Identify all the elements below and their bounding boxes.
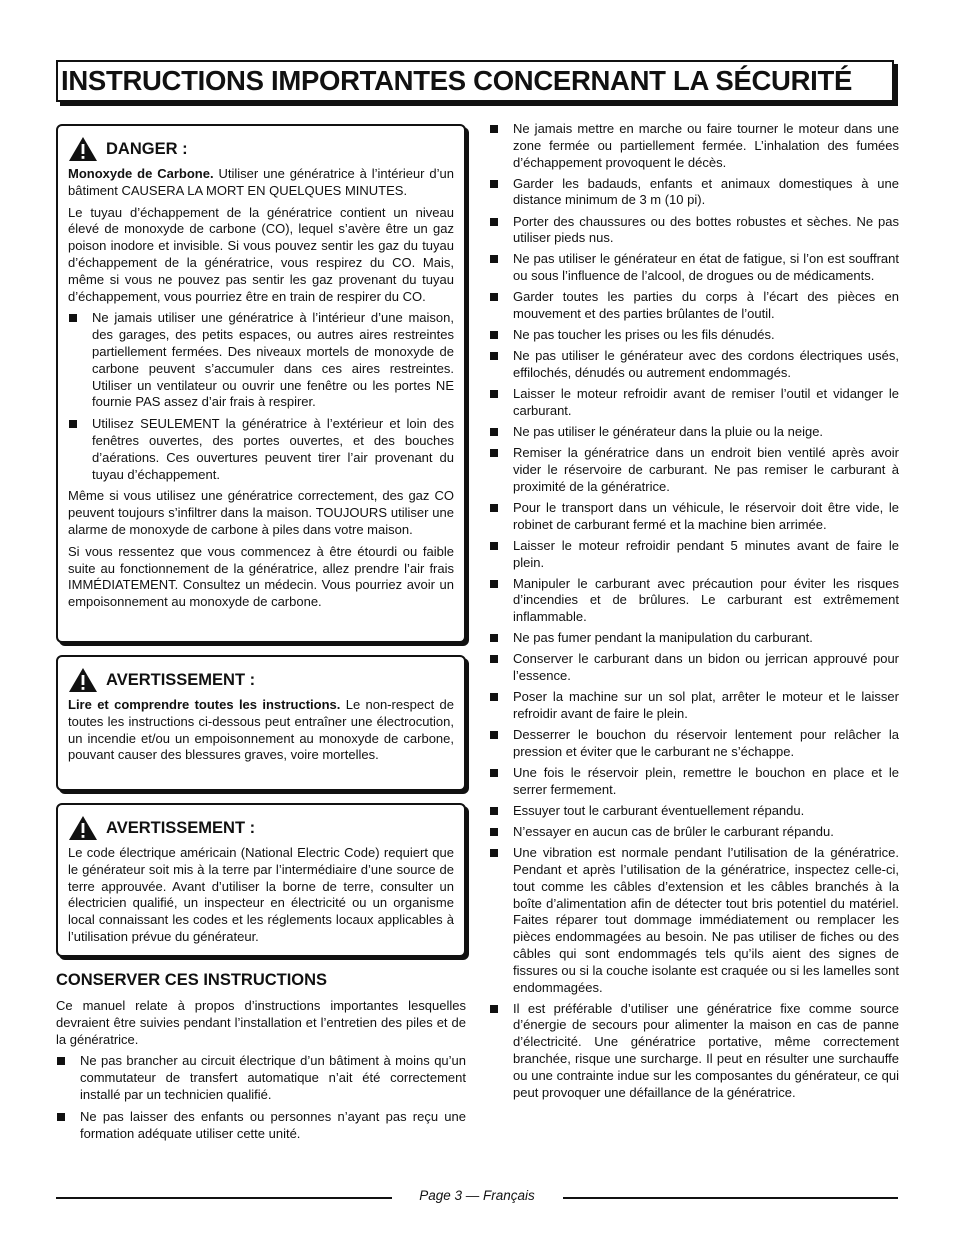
page-title-frame (56, 60, 898, 106)
conserver-section (56, 971, 466, 1147)
warning-1-header (68, 667, 454, 693)
danger-paragraph-3: Si vous ressentez que vous commencez à être étourdi ou faible suite au fonctionnement de la génératrice, allez prendre l’air frais IMMÉDIATEMENT. Consultez un médecin. Vous pourriez avoir un empoisonnement au monoxyde de carbone. (68, 543, 454, 610)
safety-bullet: Ne pas utiliser le générateur en état de fatigue, si l’on est souffrant ou sous l’influence de l’alcool, de drogues ou de médicaments. (489, 251, 899, 285)
safety-bullet: Pour le transport dans un véhicule, le réservoir doit être vide, le robinet de carburant fermé et la machine bien arrimée. (489, 500, 899, 534)
danger-box (56, 124, 466, 643)
conserver-bullet: Ne pas brancher au circuit électrique d’un bâtiment à moins qu’un commutateur de transfert automatique n’ait été correctement installé par un technicien qualifié. (56, 1053, 466, 1103)
danger-label: DANGER : (106, 139, 188, 158)
danger-lead-text: Utiliser une génératrice à l’intérieur d’un bâtiment CAUSERA LA MORT EN QUELQUES MINUTES. (68, 166, 454, 198)
warning-1-text (68, 697, 454, 764)
conserver-intro: Ce manuel relate à propos d’instructions importantes lesquelles devraient être suivies pendant l’installation et l’entretien des piles et de la génératrice. (56, 998, 466, 1047)
danger-paragraph-1: Le tuyau d’échappement de la génératrice contient un niveau élevé de monoxyde de carbone (CO), lequel s’avère être un gaz poison inodore et invisible. Si vous pouvez sentir les gaz du tuyau d’échappement de la génératrice, vous respirez du CO. Mais, même si vous ne pouvez pas sentir les gaz provenant du tuyau d’échappement, vous pourriez être en train de respirer du CO. (68, 204, 454, 304)
warning-triangle-icon (68, 815, 98, 841)
danger-lead-bold: Monoxyde de Carbone. (68, 166, 214, 181)
danger-bullet-list (68, 310, 454, 483)
warning-1-lead-text: Le non-respect de toutes les instructions ci-dessous peut entraîner une électrocution, un incendie et/ou un empoisonnement au monoxyde de carbone, pouvant causer des blessures graves, voire mortelles. (68, 697, 455, 763)
page-title: INSTRUCTIONS IMPORTANTES CONCERNANT LA SÉCURITÉ (56, 60, 894, 102)
safety-bullet: Il est préférable d’utiliser une génératrice fixe comme source d’énergie de secours pour alimenter la maison en cas de panne d’électricité. Une génératrice portative, même correctement branchée, risque une surcharge. Il peut en résulter une surchauffe ou une contrainte indue sur les composantes du générateur, ce qui peut provoquer une défaillance de la génératrice. (489, 1001, 899, 1102)
danger-lead (68, 166, 454, 200)
safety-bullet: Ne pas utiliser le générateur dans la pluie ou la neige. (489, 424, 899, 441)
safety-bullet: Laisser le moteur refroidir avant de remiser l’outil et vidanger le carburant. (489, 386, 899, 420)
safety-bullet: Conserver le carburant dans un bidon ou jerrican approuvé pour l’essence. (489, 651, 899, 685)
safety-bullet: Une fois le réservoir plein, remettre le bouchon en place et le serrer fermement. (489, 765, 899, 799)
warning-box-1 (56, 655, 466, 791)
danger-bullet: Ne jamais utiliser une génératrice à l’intérieur d’une maison, des garages, des petits espaces, ou autres aires restreintes partiellement fermées. Des niveaux mortels de monoxyde de carbone peuvent s’accumuler dans ces aires restreintes. Utiliser un ventilateur ou ouvrir une fenêtre ou les portes NE fournie PAS assez d’air frais à respirer. (68, 310, 454, 411)
safety-bullet: Desserrer le bouchon du réservoir lentement pour relâcher la pression et éviter que le carburant ne s’échappe. (489, 727, 899, 761)
conserver-bullet: Ne pas laisser des enfants ou personnes n’ayant pas reçu une formation adéquate utiliser cette unité. (56, 1109, 466, 1143)
safety-bullet: N’essayer en aucun cas de brûler le carburant répandu. (489, 824, 899, 841)
footer-rule-right (563, 1197, 898, 1199)
warning-1-lead-bold: Lire et comprendre toutes les instructions. (68, 697, 341, 712)
safety-bullet: Laisser le moteur refroidir pendant 5 minutes avant de faire le plein. (489, 538, 899, 572)
safety-bullet: Ne jamais mettre en marche ou faire tourner le moteur dans une zone fermée ou partiellement fermée. L’inhalation des fumées d’échappement provoquent le décès. (489, 121, 899, 171)
safety-bullet: Manipuler le carburant avec précaution pour éviter les risques d’incendies et de brûlures. Le carburant est extrêmement inflammable. (489, 576, 899, 626)
warning-triangle-icon (68, 667, 98, 693)
warning-2-text: Le code électrique américain (National Electric Code) requiert que le générateur soit mis à la terre par l’intermédiaire d’une source de terre approuvée. Avant d’utiliser la borne de terre, consulter un électricien qualifié, un inspecteur en électricité ou un organisme local connaissant les codes et les réglements locaux applicables à l’utilisation prévue du générateur. (68, 845, 454, 944)
warning-2-header (68, 815, 454, 841)
warning-triangle-icon (68, 136, 98, 162)
safety-bullet: Garder toutes les parties du corps à l’écart des pièces en mouvement et des parties brûlantes de l’outil. (489, 289, 899, 323)
conserver-bullet-list (56, 1053, 466, 1142)
safety-bullet-list (489, 121, 899, 1101)
safety-bullet: Ne pas toucher les prises ou les fils dénudés. (489, 327, 899, 344)
warning-2-label: AVERTISSEMENT : (106, 818, 256, 837)
safety-bullet: Essuyer tout le carburant éventuellement répandu. (489, 803, 899, 820)
safety-bullet: Une vibration est normale pendant l’utilisation de la génératrice. Pendant et après l’utilisation de la génératrice, inspectez celle-ci, tout comme les câbles d’extension et les câbles branchés à la boîte d’alimentation afin de détecter tout bris potentiel du matériel. Faites réparer tout dommage immédiatement ou remplacer les pièces endommagées au besoin. Ne pas utiliser de fiches ou des câbles qui sont endommagés tels qu’ils aient des signes de fissures ou si la couche isolante est craquée ou si les lamelles sont endommagées. (489, 845, 899, 996)
danger-bullet: Utilisez SEULEMENT la génératrice à l’extérieur et loin des fenêtres ouvertes, des portes ouvertes, et des bouches d’aérations. Ces ouvertures peuvent tirer l’air provenant du tuyau d’échappement. (68, 416, 454, 483)
right-column (489, 121, 899, 1106)
conserver-heading: CONSERVER CES INSTRUCTIONS (56, 971, 328, 989)
safety-bullet: Remiser la génératrice dans un endroit bien ventilé après avoir vider le réservoire de carburant. Ne pas remiser le carburant à proximité de la génératrice. (489, 445, 899, 495)
safety-bullet: Ne pas fumer pendant la manipulation du carburant. (489, 630, 899, 647)
safety-bullet: Ne pas utiliser le générateur avec des cordons électriques usés, effilochés, dénudés ou autrement endommagés. (489, 348, 899, 382)
danger-paragraph-2: Même si vous utilisez une génératrice correctement, des gaz CO peuvent toujours s’infiltrer dans la maison. TOUJOURS utiliser une alarme de monoxyde de carbone à piles dans votre maison. (68, 488, 454, 537)
warning-box-2 (56, 803, 466, 957)
warning-1-label: AVERTISSEMENT : (106, 670, 256, 689)
safety-bullet: Poser la machine sur un sol plat, arrêter le moteur et le laisser refroidir avant de faire le plein. (489, 689, 899, 723)
safety-bullet: Porter des chaussures ou des bottes robustes et sèches. Ne pas utiliser pieds nus. (489, 214, 899, 248)
page-footer: Page 3 — Français (419, 1188, 535, 1203)
safety-bullet: Garder les badauds, enfants et animaux domestiques à une distance minimum de 3 m (10 pi). (489, 176, 899, 210)
danger-header (68, 136, 454, 162)
